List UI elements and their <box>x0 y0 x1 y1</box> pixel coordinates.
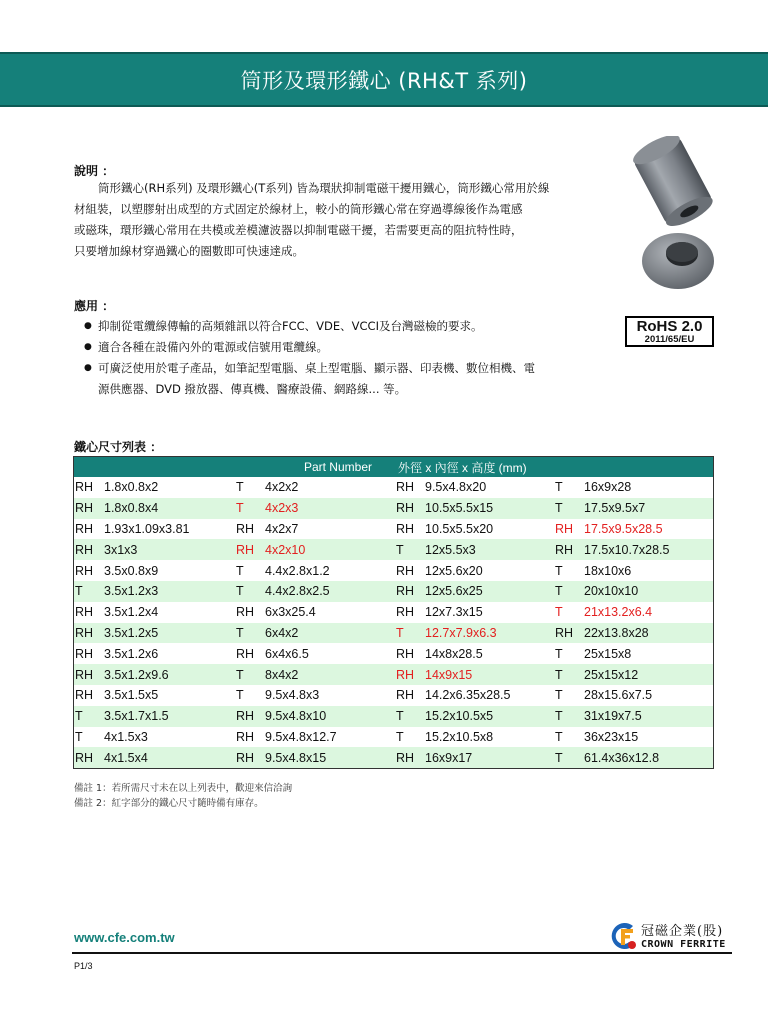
part-prefix: RH <box>75 563 94 578</box>
part-prefix: T <box>555 581 584 602</box>
page-title: 筒形及環形鐵心 (RH&T 系列) <box>240 68 528 93</box>
part-prefix: RH <box>236 539 265 560</box>
footnote: 備註 1：若所需尺寸未在以上列表中，歡迎來信洽詢 <box>74 783 293 794</box>
part-dimensions: 15.2x10.5x5 <box>425 706 555 727</box>
footer-divider <box>72 952 732 954</box>
part-dimensions: 25x15x8 <box>584 646 632 661</box>
part-prefix: RH <box>396 563 415 578</box>
part-prefix: RH <box>75 480 94 495</box>
table-row <box>74 727 714 748</box>
part-prefix: T <box>236 480 244 495</box>
part-prefix: T <box>74 581 105 602</box>
description-line: 筒形鐵心(RH系列) 及環形鐵心(T系列) 皆為環狀抑制電磁干擾用鐵心，筒形鐵心常用於線 <box>98 181 550 195</box>
part-prefix: T <box>236 623 265 644</box>
part-dimensions: 4.4x2.8x1.2 <box>265 563 330 578</box>
part-prefix: RH <box>74 498 105 519</box>
part-dimensions: 12x5.6x25 <box>425 581 555 602</box>
part-prefix: T <box>555 664 584 685</box>
part-prefix: T <box>74 706 105 727</box>
part-prefix: RH <box>74 747 105 768</box>
table-row <box>74 623 714 644</box>
part-prefix: T <box>236 581 265 602</box>
table-row <box>74 685 714 706</box>
rohs-label: RoHS 2.0 <box>636 318 703 335</box>
table-row <box>74 706 714 727</box>
part-prefix: RH <box>236 747 265 768</box>
part-dimensions: 3.5x1.7x1.5 <box>104 706 236 727</box>
part-dimensions: 3x1x3 <box>104 539 236 560</box>
part-dimensions: 1.8x0.8x2 <box>104 480 159 495</box>
part-prefix: T <box>236 498 265 519</box>
part-dimensions: 12.7x7.9x6.3 <box>425 623 555 644</box>
part-dimensions: 3.5x1.2x4 <box>104 605 159 620</box>
part-dimensions: 12x5.6x20 <box>425 563 483 578</box>
part-dimensions: 61.4x36x12.8 <box>584 747 714 768</box>
part-prefix: RH <box>396 480 415 495</box>
table-row <box>74 747 714 768</box>
part-dimensions: 3.5x1.2x9.6 <box>104 664 236 685</box>
part-dimensions: 1.93x1.09x3.81 <box>104 521 190 536</box>
part-prefix: RH <box>236 729 255 744</box>
application-text: 適合各種在設備內外的電源或信號用電纜線。 <box>98 340 328 354</box>
applications-list <box>80 316 600 400</box>
part-dimensions: 16x9x17 <box>425 747 555 768</box>
part-dimensions: 3.5x1.2x5 <box>104 623 236 644</box>
part-prefix: RH <box>396 664 425 685</box>
table-row <box>74 643 714 664</box>
table-row <box>74 560 714 581</box>
description-line: 材組裝，以塑膠射出成型的方式固定於線材上，較小的筒形鐵心常在穿過導線後作為電感 <box>74 202 523 216</box>
list-item <box>80 337 600 358</box>
part-prefix: T <box>236 688 244 703</box>
part-size-table <box>73 456 714 769</box>
applications-heading: 應用 ： <box>74 299 115 313</box>
part-prefix: RH <box>74 664 105 685</box>
table-row <box>74 664 714 685</box>
part-dimensions: 4x1.5x3 <box>104 729 148 744</box>
part-dimensions: 28x15.6x7.5 <box>584 688 653 703</box>
part-dimensions: 9.5x4.8x3 <box>265 688 320 703</box>
description-heading: 說明 ： <box>74 164 115 178</box>
part-dimensions: 4x2x7 <box>265 521 299 536</box>
part-prefix: RH <box>555 521 574 536</box>
part-dimensions: 20x10x10 <box>584 581 714 602</box>
part-dimensions: 4x1.5x4 <box>104 747 236 768</box>
part-prefix: T <box>555 688 563 703</box>
description-line: 或磁珠，環形鐵心常用在共模或差模濾波器以抑制電磁干擾，若需要更高的阻抗特性時， <box>74 223 523 237</box>
part-dimensions: 12x5.5x3 <box>425 539 555 560</box>
part-prefix: RH <box>236 521 255 536</box>
part-prefix: T <box>555 498 584 519</box>
part-prefix: RH <box>555 539 584 560</box>
part-dimensions: 9.5x4.8x20 <box>425 480 487 495</box>
list-item <box>80 316 600 337</box>
part-prefix: RH <box>74 539 105 560</box>
part-prefix: T <box>555 706 584 727</box>
part-dimensions: 6x4x2 <box>265 623 396 644</box>
table-row <box>74 539 714 560</box>
part-dimensions: 1.8x0.8x4 <box>104 498 236 519</box>
part-prefix: RH <box>75 521 94 536</box>
part-dimensions: 6x3x25.4 <box>265 605 316 620</box>
part-dimensions: 31x19x7.5 <box>584 706 714 727</box>
table-row <box>74 519 714 540</box>
part-prefix: T <box>555 480 563 495</box>
part-dimensions: 10.5x5.5x20 <box>425 521 494 536</box>
table-row <box>74 602 714 623</box>
application-text: 可廣泛使用於電子產品，如筆記型電腦、桌上型電腦、顯示器、印表機、數位相機、電 <box>98 361 535 375</box>
title-banner <box>0 52 768 107</box>
part-dimensions: 4x2x10 <box>265 539 396 560</box>
part-prefix: T <box>396 706 425 727</box>
part-dimensions: 3.5x0.8x9 <box>104 563 159 578</box>
part-dimensions: 8x4x2 <box>265 664 396 685</box>
part-dimensions: 17.5x10.7x28.5 <box>584 539 714 560</box>
part-prefix: RH <box>75 605 94 620</box>
application-text: 源供應器、DVD 撥放器、傳真機、醫療設備、網路線... 等。 <box>98 382 407 396</box>
description-line: 只要增加線材穿過鐵心的圈數即可快速達成。 <box>74 244 304 258</box>
company-name-en: CROWN FERRITE <box>641 939 726 950</box>
part-prefix: T <box>75 729 83 744</box>
ferrite-core-image <box>630 136 720 301</box>
part-dimensions: 10.5x5.5x15 <box>425 498 555 519</box>
part-prefix: RH <box>396 521 415 536</box>
part-prefix: T <box>555 563 563 578</box>
part-dimensions: 3.5x1.5x5 <box>104 688 159 703</box>
company-name-zh: 冠磁企業(股) <box>641 924 724 939</box>
part-dimensions: 12x7.3x15 <box>425 605 483 620</box>
list-item <box>80 379 600 400</box>
part-dimensions: 25x15x12 <box>584 664 714 685</box>
part-prefix: T <box>236 664 265 685</box>
part-dimensions: 22x13.8x28 <box>584 623 714 644</box>
table-header-row <box>74 457 714 478</box>
bullet-icon: ● <box>84 342 92 352</box>
part-prefix: T <box>555 747 584 768</box>
table-row <box>74 581 714 602</box>
part-dimensions: 9.5x4.8x15 <box>265 747 396 768</box>
page-number: P1/3 <box>74 961 93 971</box>
table-title: 鐵心尺寸列表 ： <box>74 440 163 454</box>
part-dimensions: 18x10x6 <box>584 563 632 578</box>
part-dimensions: 17.5x9.5x28.5 <box>584 521 663 536</box>
part-dimensions: 4x2x2 <box>265 480 299 495</box>
crown-ferrite-logo-icon <box>607 920 639 952</box>
part-prefix: RH <box>396 747 425 768</box>
part-dimensions: 4.4x2.8x2.5 <box>265 581 396 602</box>
rohs-directive: 2011/65/EU <box>644 334 695 345</box>
part-prefix: RH <box>236 706 265 727</box>
part-prefix: T <box>555 605 563 620</box>
part-dimensions: 14x8x28.5 <box>425 646 483 661</box>
part-prefix: RH <box>396 646 415 661</box>
footnotes <box>74 781 292 811</box>
footnote: 備註 2：紅字部分的鐵心尺寸隨時備有庫存。 <box>74 798 264 809</box>
part-prefix: RH <box>75 646 94 661</box>
list-item <box>80 358 600 379</box>
part-dimensions: 16x9x28 <box>584 480 632 495</box>
bullet-icon: ● <box>84 321 92 331</box>
part-prefix: RH <box>396 498 425 519</box>
table-body <box>74 477 714 769</box>
part-dimensions: 4x2x3 <box>265 498 396 519</box>
part-dimensions: 21x13.2x6.4 <box>584 605 653 620</box>
header-dimensions: 外徑 x 內徑 x 高度 (mm) <box>396 457 714 478</box>
bullet-icon: ● <box>84 363 92 373</box>
part-prefix: T <box>396 623 425 644</box>
part-dimensions: 14x9x15 <box>425 664 555 685</box>
part-dimensions: 9.5x4.8x12.7 <box>265 729 337 744</box>
description-text <box>74 178 606 262</box>
application-text: 抑制從電纜線傳輸的高頻雜訊以符合FCC、VDE、VCCI及台灣磁檢的要求。 <box>98 319 483 333</box>
part-prefix: RH <box>75 688 94 703</box>
part-prefix: RH <box>74 623 105 644</box>
part-dimensions: 9.5x4.8x10 <box>265 706 396 727</box>
part-dimensions: 14.2x6.35x28.5 <box>425 688 511 703</box>
part-prefix: T <box>236 563 244 578</box>
part-dimensions: 36x23x15 <box>584 729 639 744</box>
part-dimensions: 6x4x6.5 <box>265 646 309 661</box>
rohs-badge <box>625 316 714 347</box>
header-part-number-text: Part Number <box>303 460 372 474</box>
part-dimensions: 3.5x1.2x3 <box>104 581 236 602</box>
table-row <box>74 477 714 498</box>
part-prefix: T <box>396 539 425 560</box>
part-prefix: RH <box>236 605 255 620</box>
part-dimensions: 15.2x10.5x8 <box>425 729 494 744</box>
part-prefix: RH <box>396 605 415 620</box>
part-prefix: T <box>555 646 563 661</box>
part-dimensions: 3.5x1.2x6 <box>104 646 159 661</box>
website-link[interactable]: www.cfe.com.tw <box>74 930 175 945</box>
part-prefix: T <box>555 729 563 744</box>
table-row <box>74 498 714 519</box>
part-prefix: RH <box>555 623 584 644</box>
part-prefix: RH <box>396 688 415 703</box>
part-prefix: RH <box>236 646 255 661</box>
part-prefix: T <box>396 729 404 744</box>
part-dimensions: 17.5x9.5x7 <box>584 498 714 519</box>
header-part-number <box>74 457 397 478</box>
part-prefix: RH <box>396 581 425 602</box>
